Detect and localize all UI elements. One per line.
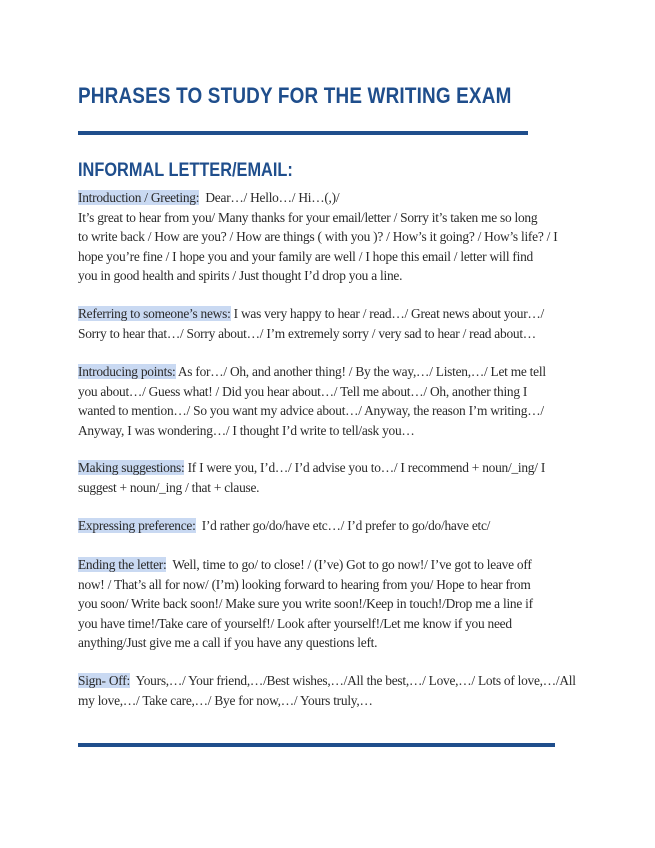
section-text: Anyway, I was wondering…/ I thought I’d write to tell/ask you… xyxy=(78,422,415,438)
section-text: you about…/ Guess what! / Did you hear about…/ Tell me about…/ Oh, another thing I xyxy=(78,383,528,399)
section-text: suggest + noun/_ing / that + clause. xyxy=(78,479,260,495)
section-expressing-preference xyxy=(78,516,584,536)
section-text: If I were you, I’d…/ I’d advise you to…/ I recommend + noun/_ing/ I xyxy=(184,460,546,475)
section-text: you have time!/Take care of yourself!/ Look after yourself!/Let me know if you need xyxy=(78,615,512,631)
section-text: It’s great to hear from you/ Many thanks for your email/letter / Sorry it’s taken me so long xyxy=(78,209,538,225)
section-ending-letter xyxy=(78,555,584,653)
section-label: Sign- Off: xyxy=(78,673,130,688)
section-text: I was very happy to hear / read…/ Great news about your…/ xyxy=(230,306,545,321)
section-introducing-points xyxy=(78,362,584,440)
section-text: Well, time to go/ to close! / (I’ve) Got to go now!/ I’ve got to leave off xyxy=(166,557,532,572)
section-label: Expressing preference: xyxy=(78,518,196,533)
page-title: PHRASES TO STUDY FOR THE WRITING EXAM xyxy=(78,83,512,108)
section-referring-news xyxy=(78,304,584,343)
section-text: you soon/ Write back soon!/ Make sure you write soon!/Keep in touch!/Drop me a line if xyxy=(78,596,533,612)
section-text: to write back / How are you? / How are things ( with you )? / How’s it going? / How’s life? / I xyxy=(78,229,558,245)
section-label: Ending the letter: xyxy=(78,557,167,572)
section-label: Introduction / Greeting: xyxy=(78,190,200,205)
section-making-suggestions xyxy=(78,458,584,497)
section-text: Yours,…/ Your friend,…/Best wishes,…/All the best,…/ Love,…/ Lots of love,…/All xyxy=(129,673,576,688)
section-text: I’d rather go/do/have etc…/ I’d prefer to go/do/have etc/ xyxy=(195,518,491,533)
section-text: Dear…/ Hello…/ Hi…(,)/ xyxy=(199,190,340,205)
section-label: Introducing points: xyxy=(78,364,176,379)
section-label: Referring to someone’s news: xyxy=(78,306,231,321)
section-label: Making suggestions: xyxy=(78,460,185,475)
footer-divider xyxy=(78,743,555,747)
section-text: wanted to mention…/ So you want my advice about…/ Anyway, the reason I’m writing…/ xyxy=(78,403,544,419)
section-text: anything/Just give me a call if you have any questions left. xyxy=(78,635,378,651)
section-text: you in good health and spirits / Just thought I’d drop you a line. xyxy=(78,268,403,284)
section-text: now! / That’s all for now/ (I’m) looking forward to hearing from you/ Hope to hear from xyxy=(78,576,531,592)
section-text: Sorry to hear that…/ Sorry about…/ I’m extremely sorry / very sad to hear / read about… xyxy=(78,325,536,341)
section-sign-off xyxy=(78,671,584,710)
section-text: my love,…/ Take care,…/ Bye for now,…/ Yours truly,… xyxy=(78,692,373,708)
section-heading: INFORMAL LETTER/EMAIL: xyxy=(78,160,293,181)
section-text: hope you’re fine / I hope you and your family are well / I hope this email / letter will find xyxy=(78,248,533,264)
title-divider xyxy=(78,131,528,135)
section-text: As for…/ Oh, and another thing! / By the way,…/ Listen,…/ Let me tell xyxy=(175,364,546,379)
section-introduction xyxy=(78,188,584,286)
